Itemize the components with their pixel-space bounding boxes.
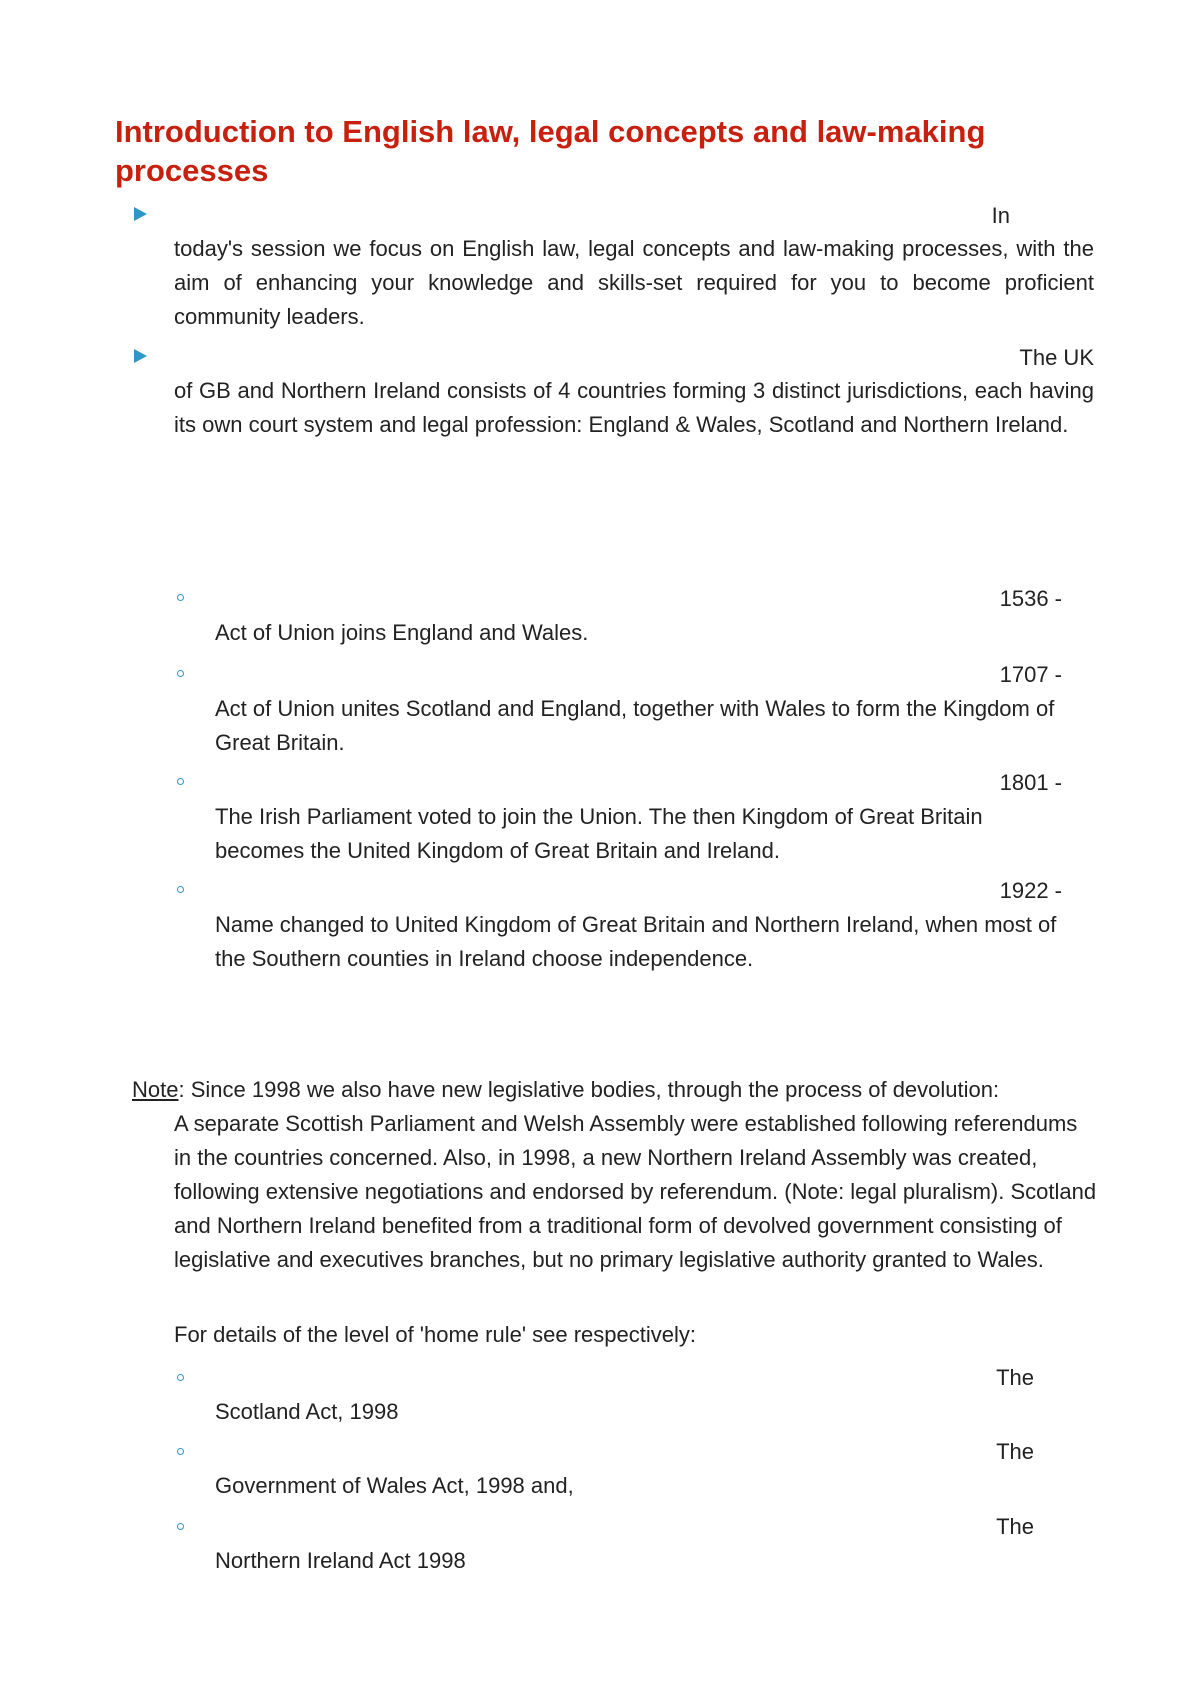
timeline-text: Name changed to United Kingdom of Great Britain and Northern Ireland, when most of the Southern counties in Ireland choose independence. [215, 912, 1057, 971]
timeline-year: 1707 - [999, 662, 1062, 687]
note-first-line [132, 1073, 1097, 1107]
bullet-first-word: In [991, 203, 1010, 228]
timeline-text: The Irish Parliament voted to join the Union. The then Kingdom of Great Britain becomes the United Kingdom of Great Britain and Ireland. [215, 804, 983, 863]
circle-bullet-icon [177, 670, 184, 677]
timeline-year: 1801 - [999, 770, 1062, 795]
timeline-year: 1536 - [999, 586, 1062, 611]
note-body: A separate Scottish Parliament and Welsh Assembly were established following referendums in the countries concerned. Also, in 1998, a new Northern Ireland Assembly was created, following extensive negotiations and endorsed by referendum. (Note: legal pluralism). Scotland and Northern Ireland benefited from a traditional form of devolved government consisting of legislative and executives branches, but no primary legislative authority granted to Wales. [174, 1111, 1097, 1272]
circle-bullet-icon [177, 594, 184, 601]
bullet-text: of GB and Northern Ireland consists of 4 countries forming 3 distinct jurisdictions, each having its own court system and legal profession: England & Wales, Scotland and Northern Ireland. [174, 378, 1094, 437]
timeline-year: 1922 - [999, 878, 1062, 903]
note-label: Note [132, 1077, 179, 1102]
circle-bullet-icon [177, 1374, 184, 1381]
circle-bullet-icon [177, 1448, 184, 1455]
act-first-word: The [996, 1439, 1034, 1464]
triangle-bullet-icon [134, 207, 147, 221]
circle-bullet-icon [177, 1523, 184, 1530]
timeline-text: Act of Union joins England and Wales. [215, 620, 589, 645]
triangle-bullet-icon [134, 349, 147, 363]
circle-bullet-icon [177, 886, 184, 893]
timeline-text: Act of Union unites Scotland and England, together with Wales to form the Kingdom of Great Britain. [215, 696, 1055, 755]
bullet-first-word: The UK [1019, 345, 1094, 370]
act-text: Government of Wales Act, 1998 and, [215, 1473, 574, 1498]
act-text: Northern Ireland Act 1998 [215, 1548, 466, 1573]
act-first-word: The [996, 1365, 1034, 1390]
bullet-text: today's session we focus on English law, legal concepts and law-making processes, with the aim of enhancing your knowledge and skills-set required for you to become proficient community leaders. [174, 236, 1094, 329]
for-details-text: For details of the level of 'home rule' see respectively: [174, 1322, 696, 1347]
circle-bullet-icon [177, 778, 184, 785]
page-title: Introduction to English law, legal concepts and law-making processes [115, 114, 986, 188]
act-text: Scotland Act, 1998 [215, 1399, 399, 1424]
act-first-word: The [996, 1514, 1034, 1539]
note-intro: : Since 1998 we also have new legislative bodies, through the process of devolution: [178, 1077, 1000, 1102]
note-paragraph [132, 1073, 1097, 1277]
